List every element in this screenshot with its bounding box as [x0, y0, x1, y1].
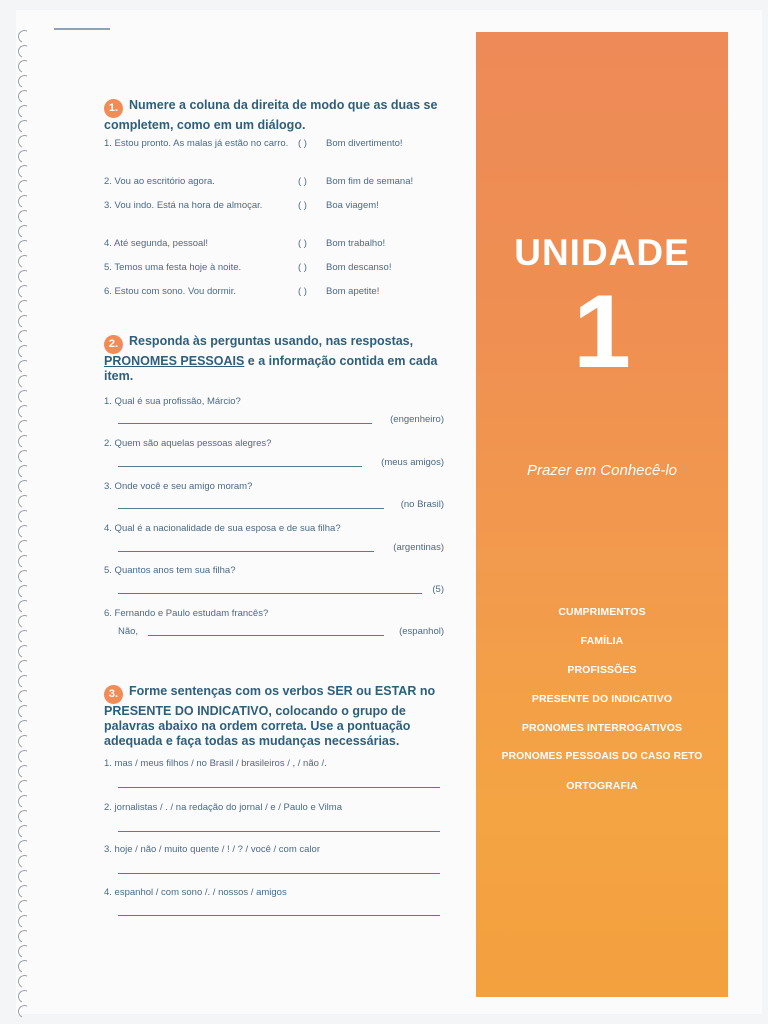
spiral-ring [16, 193, 33, 210]
exercise-3-item: 3. hoje / não / muito quente / ! / ? / você / com calor [104, 844, 320, 855]
exercise-2-question: 3. Onde você e seu amigo moram? [104, 481, 253, 492]
spiral-ring [16, 583, 33, 600]
exercise-2-question: 4. Qual é a nacionalidade de sua esposa e de sua filha? [104, 523, 341, 534]
spiral-ring [16, 643, 33, 660]
spiral-ring [16, 28, 33, 45]
spiral-ring [16, 718, 33, 735]
exercise-1-blank[interactable]: ( ) [298, 286, 307, 297]
spiral-ring [16, 973, 33, 990]
exercise-2-hint: (no Brasil) [400, 499, 444, 510]
exercise-1-response: Bom descanso! [326, 262, 392, 273]
spiral-ring [16, 748, 33, 765]
exercise-1-heading [104, 98, 444, 133]
exercise-2-answer-prefix: Não, [118, 626, 139, 637]
exercise-2-instruction-bold: PRONOMES PESSOAIS [104, 354, 245, 368]
exercise-2-number-badge: 2. [104, 335, 123, 354]
exercise-2-question: 1. Qual é sua profissão, Márcio? [104, 396, 241, 407]
spiral-ring [16, 688, 33, 705]
spiral-ring [16, 928, 33, 945]
spiral-ring [16, 433, 33, 450]
exercise-2-hint: (argentinas) [393, 542, 444, 553]
exercise-3-answer-line[interactable] [118, 914, 440, 916]
exercise-2-question: 5. Quantos anos tem sua filha? [104, 565, 236, 576]
topic-item: FAMÍLIA [580, 635, 624, 647]
exercise-2-question: 2. Quem são aquelas pessoas alegres? [104, 438, 272, 449]
spiral-ring [16, 88, 33, 105]
spiral-ring [16, 508, 33, 525]
exercise-3-instruction: Forme sentenças com os verbos SER ou ESTAR no PRESENTE DO INDICATIVO, colocando o grupo de palavras abaixo na ordem correta. Use a pontuação adequada e faça todas as mudanças necessárias. [104, 684, 436, 748]
spiral-ring [16, 883, 33, 900]
unit-number: 1 [573, 274, 631, 390]
spiral-ring [16, 103, 33, 120]
topic-item: PRESENTE DO INDICATIVO [531, 693, 673, 705]
spiral-ring [16, 118, 33, 135]
exercise-2-answer-line[interactable] [118, 592, 422, 594]
exercise-2-answer-line[interactable] [118, 507, 384, 509]
exercise-3-item: 1. mas / meus filhos / no Brasil / brasileiros / , / não /. [104, 758, 327, 769]
exercise-1-response: Bom divertimento! [326, 138, 403, 149]
exercise-2-question: 6. Fernando e Paulo estudam francês? [104, 608, 269, 619]
exercise-2-answer-line[interactable] [118, 422, 372, 424]
spiral-ring [16, 868, 33, 885]
exercise-1-blank[interactable]: ( ) [298, 262, 307, 273]
spiral-ring [16, 823, 33, 840]
spiral-ring [16, 373, 33, 390]
spiral-ring [16, 658, 33, 675]
spiral-ring [16, 58, 33, 75]
spiral-ring [16, 808, 33, 825]
spiral-ring [16, 553, 33, 570]
spiral-ring [16, 898, 33, 915]
spiral-ring [16, 148, 33, 165]
spiral-ring [16, 343, 33, 360]
spiral-ring [16, 328, 33, 345]
unit-banner [476, 32, 728, 997]
spiral-ring [16, 313, 33, 330]
unit-title: UNIDADE [514, 232, 690, 273]
topic-item: ORTOGRAFIA [566, 780, 638, 792]
spiral-ring [16, 208, 33, 225]
spiral-ring [16, 133, 33, 150]
spiral-ring [16, 913, 33, 930]
spiral-ring [16, 268, 33, 285]
spiral-ring [16, 178, 33, 195]
exercise-3-heading [104, 684, 444, 749]
exercise-2-answer-line[interactable] [118, 550, 374, 552]
spiral-ring [16, 388, 33, 405]
exercise-1-prompt: 6. Estou com sono. Vou dormir. [104, 286, 237, 297]
spiral-ring [16, 613, 33, 630]
exercise-3-answer-line[interactable] [118, 872, 440, 874]
spiral-ring [16, 568, 33, 585]
exercise-3-number-badge: 3. [104, 685, 123, 704]
spiral-ring [16, 253, 33, 270]
exercise-2-hint: (engenheiro) [390, 414, 444, 425]
exercise-2-instruction-part1: Responda às perguntas usando, nas respostas, [129, 334, 414, 348]
spiral-ring [16, 778, 33, 795]
exercise-2-heading [104, 334, 444, 384]
spiral-ring [16, 73, 33, 90]
exercises-column [104, 98, 444, 898]
exercise-2-answer-line[interactable] [118, 465, 362, 467]
exercise-2-hint: (espanhol) [399, 626, 444, 637]
exercise-1-blank[interactable]: ( ) [298, 238, 307, 249]
spiral-ring [16, 538, 33, 555]
topic-item: PROFISSÕES [567, 664, 637, 676]
spiral-ring [16, 163, 33, 180]
exercise-1-response: Bom trabalho! [326, 238, 386, 249]
spiral-ring [16, 298, 33, 315]
spiral-ring [16, 523, 33, 540]
exercise-1-response: Bom fim de semana! [326, 176, 414, 187]
spiral-ring [16, 418, 33, 435]
topic-item: PRONOMES PESSOAIS DO CASO RETO [501, 751, 703, 762]
exercise-2-instruction-part2: e a informação contida em cada item. [104, 354, 438, 383]
exercise-2-hint: (meus amigos) [381, 457, 444, 468]
spiral-ring [16, 223, 33, 240]
topics-list [476, 604, 728, 807]
top-rule [54, 28, 110, 30]
spiral-ring [16, 598, 33, 615]
workbook-page [16, 10, 762, 1014]
spiral-ring [16, 958, 33, 975]
exercise-1-instruction: Numere a coluna da direita de modo que as duas se completem, como em um diálogo. [104, 98, 438, 132]
exercise-3-answer-line[interactable] [118, 830, 440, 832]
exercise-1-blank[interactable]: ( ) [298, 176, 307, 187]
exercise-1-prompt: 3. Vou indo. Está na hora de almoçar. [104, 200, 263, 211]
spiral-ring [16, 988, 33, 1005]
exercise-1-prompt: 2. Vou ao escritório agora. [104, 176, 215, 187]
spiral-ring [16, 943, 33, 960]
topic-item: PRONOMES INTERROGATIVOS [521, 722, 683, 734]
exercise-2-answer-line[interactable] [148, 634, 384, 636]
exercise-1-blank[interactable]: ( ) [298, 200, 307, 211]
exercise-1-prompt: 5. Temos uma festa hoje à noite. [104, 262, 242, 273]
exercise-1-response: Bom apetite! [326, 286, 380, 297]
exercise-3-answer-line[interactable] [118, 786, 440, 788]
exercise-1-response: Boa viagem! [326, 200, 379, 211]
spiral-ring [16, 838, 33, 855]
spiral-ring [16, 493, 33, 510]
exercise-3-item: 2. jornalistas / . / na redação do jornal / e / Paulo e Vilma [104, 802, 342, 813]
exercise-1-prompt: 4. Até segunda, pessoal! [104, 238, 209, 249]
spiral-ring [16, 1003, 33, 1020]
spiral-ring [16, 733, 33, 750]
spiral-binding [18, 30, 34, 1020]
spiral-ring [16, 853, 33, 870]
exercise-1-blank[interactable]: ( ) [298, 138, 307, 149]
topic-item: CUMPRIMENTOS [558, 606, 646, 618]
spiral-ring [16, 43, 33, 60]
spiral-ring [16, 763, 33, 780]
spiral-ring [16, 238, 33, 255]
spiral-ring [16, 703, 33, 720]
spiral-ring [16, 403, 33, 420]
unit-subtitle: Prazer em Conhecê-lo [526, 462, 678, 479]
exercise-1-number-badge: 1. [104, 99, 123, 118]
exercise-3-item: 4. espanhol / com sono /. / nossos / amigos [104, 887, 287, 898]
spiral-ring [16, 283, 33, 300]
spiral-ring [16, 793, 33, 810]
spiral-ring [16, 448, 33, 465]
spiral-ring [16, 463, 33, 480]
spiral-ring [16, 673, 33, 690]
exercise-2-hint: (5) [432, 584, 444, 595]
spiral-ring [16, 358, 33, 375]
spiral-ring [16, 628, 33, 645]
exercise-1-prompt: 1. Estou pronto. As malas já estão no carro. [104, 138, 289, 149]
spiral-ring [16, 478, 33, 495]
